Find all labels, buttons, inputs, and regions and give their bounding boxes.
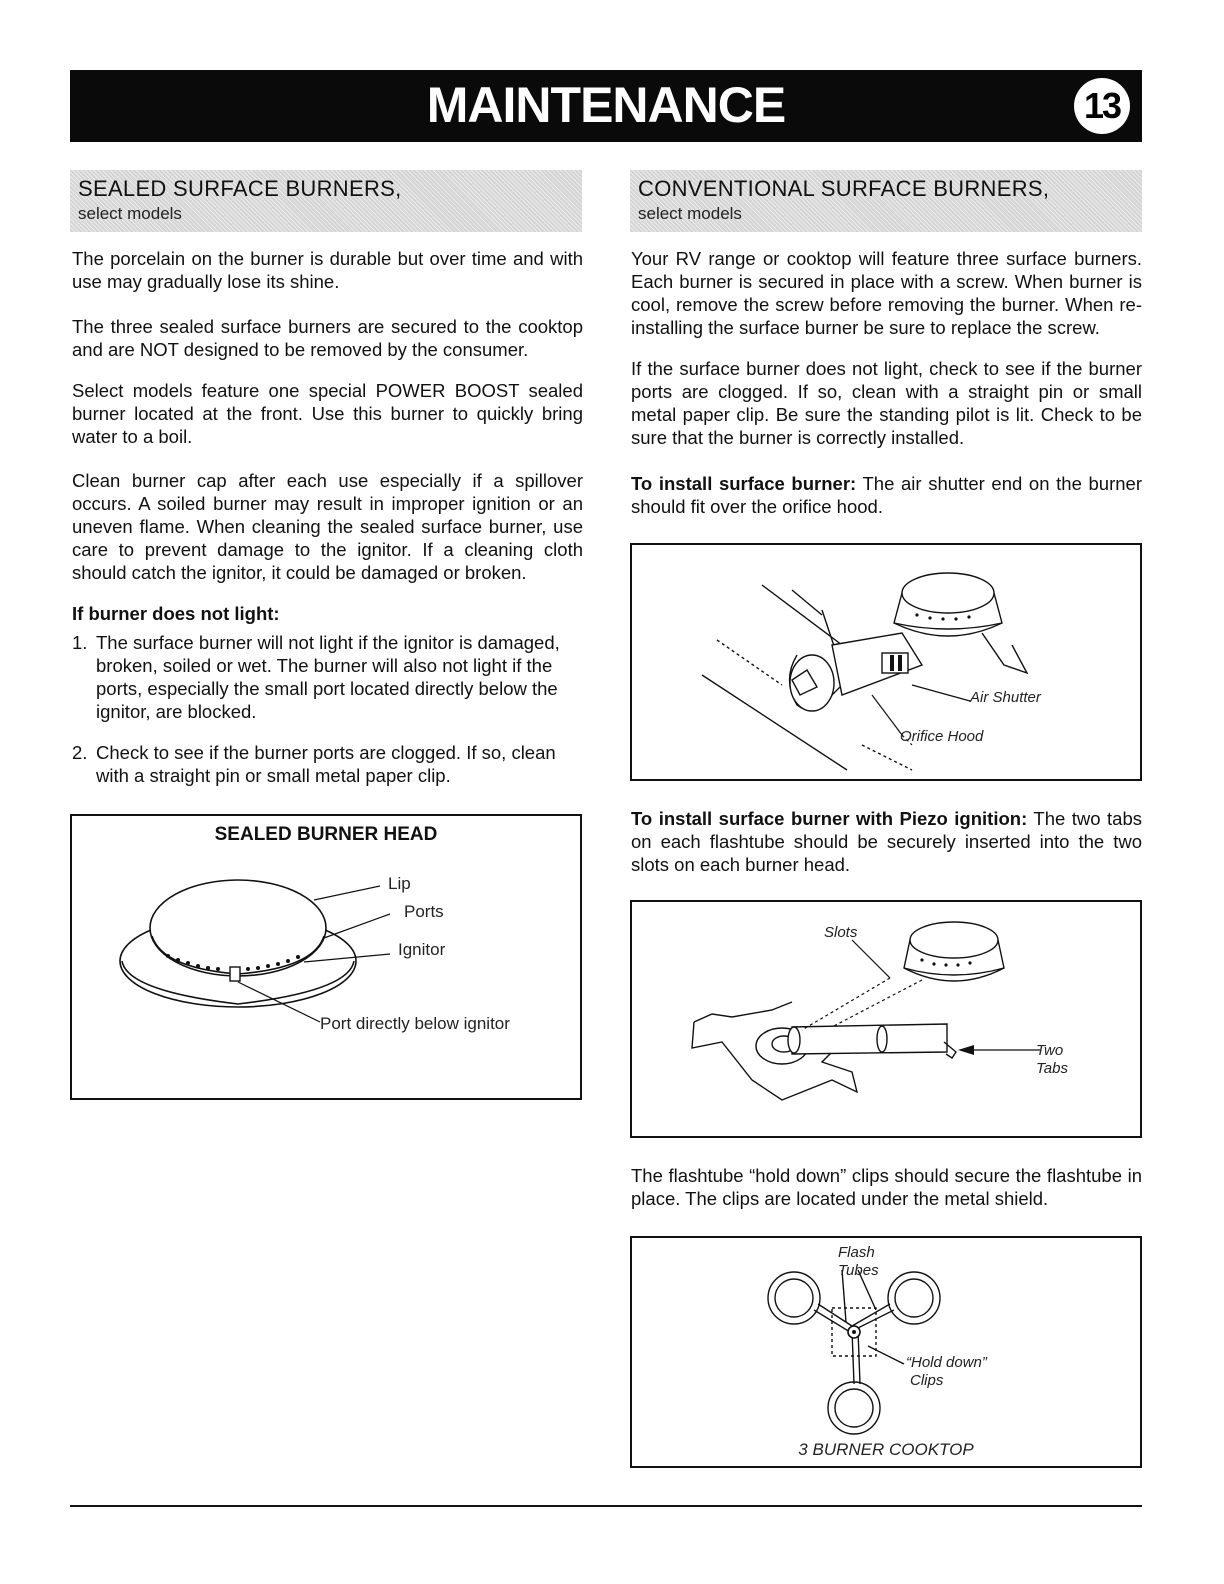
- section-title: CONVENTIONAL SURFACE BURNERS,: [638, 176, 1050, 201]
- figure-caption: 3 BURNER COOKTOP: [798, 1440, 974, 1459]
- paragraph-install: [631, 472, 1142, 518]
- label-flash: Flash: [838, 1244, 875, 1261]
- paragraph: Clean burner cap after each use especially if a spillover occurs. A soiled burner may result in improper ignition or an uneven flame. When cleaning the sealed surface burner, use care to prevent damage to the ignitor. If a cleaning cloth should catch the ignitor, it could be damaged or broken.: [72, 470, 583, 583]
- label-two: Two: [1036, 1042, 1064, 1059]
- section-heading-sealed: [70, 170, 582, 232]
- label-clips: Clips: [910, 1372, 944, 1389]
- paragraph: Your RV range or cooktop will feature three surface burners. Each burner is secured in place with a screw. When burner is cool, remove the screw before removing the burner. When re-installing the surface burner be sure to replace the screw.: [631, 248, 1142, 338]
- paragraph: Select models feature one special POWER BOOST sealed burner located at the front. Use this burner to quickly bring water to a boil.: [72, 380, 583, 447]
- page-title: MAINTENANCE: [426, 77, 786, 133]
- figure-sealed-burner-head: [70, 814, 582, 1100]
- list-text: The surface burner will not light if the ignitor is damaged, broken, soiled or wet. The burner will also not light if the ports, especially the small port located directly below the ignitor, are blocked.: [96, 632, 560, 722]
- label-hold-down: “Hold down”: [906, 1354, 987, 1371]
- label-ignitor: Ignitor: [398, 940, 446, 959]
- label-air-shutter: Air Shutter: [970, 689, 1041, 706]
- paragraph-clips: The flashtube “hold down” clips should secure the flashtube in place. The clips are located under the metal shield.: [631, 1165, 1142, 1209]
- figure-title: SEALED BURNER HEAD: [214, 824, 438, 845]
- conventional-burner-drawing: [632, 545, 1140, 779]
- label-slots: Slots: [824, 924, 858, 941]
- footer-divider: [70, 1505, 1142, 1507]
- label-orifice-hood: Orifice Hood: [900, 728, 984, 745]
- section-subtitle: select models: [638, 204, 742, 223]
- list-number: 1.: [72, 632, 88, 653]
- page-number-badge: 13: [1074, 78, 1130, 134]
- figure-3-burner-cooktop: [630, 1236, 1142, 1468]
- list-item: [72, 741, 583, 787]
- paragraph: The three sealed surface burners are secured to the cooktop and are NOT designed to be removed by the consumer.: [72, 316, 583, 360]
- cooktop-drawing: [632, 1238, 1140, 1466]
- label-tubes: Tubes: [838, 1262, 879, 1279]
- figure-piezo-ignition: [630, 900, 1142, 1138]
- piezo-drawing: [632, 902, 1140, 1136]
- list-text: Check to see if the burner ports are clogged. If so, clean with a straight pin or small metal paper clip.: [96, 742, 556, 786]
- paragraph-piezo: [631, 807, 1142, 876]
- piezo-bold: To install surface burner with Piezo ignition:: [631, 808, 1028, 829]
- piezo-text: The two tabs on each flashtube should be securely inserted into the two slots on each burner head.: [631, 808, 1142, 875]
- paragraph: The porcelain on the burner is durable but over time and with use may gradually lose its shine.: [72, 248, 583, 292]
- section-title: SEALED SURFACE BURNERS,: [78, 176, 402, 201]
- page-header: [70, 70, 1142, 142]
- label-ports: Ports: [404, 902, 444, 921]
- label-tabs: Tabs: [1036, 1060, 1068, 1077]
- install-bold: To install surface burner:: [631, 473, 857, 494]
- label-port-below: Port directly below ignitor: [320, 1014, 510, 1033]
- list-item: [72, 631, 583, 723]
- paragraph: If the surface burner does not light, check to see if the burner ports are clogged. If so, clean with a straight pin or small metal paper clip. Be sure the standing pilot is lit. Check to be sure that the burner is correctly installed.: [631, 358, 1142, 448]
- install-text: The air shutter end on the burner should fit over the orifice hood.: [631, 473, 1142, 517]
- list-number: 2.: [72, 742, 88, 763]
- section-heading-conventional: [630, 170, 1142, 232]
- section-subtitle: select models: [78, 204, 182, 223]
- subheading-no-light: If burner does not light:: [72, 603, 280, 624]
- label-lip: Lip: [388, 874, 411, 893]
- sealed-burner-drawing: [72, 816, 580, 1098]
- figure-conventional-burner: [630, 543, 1142, 781]
